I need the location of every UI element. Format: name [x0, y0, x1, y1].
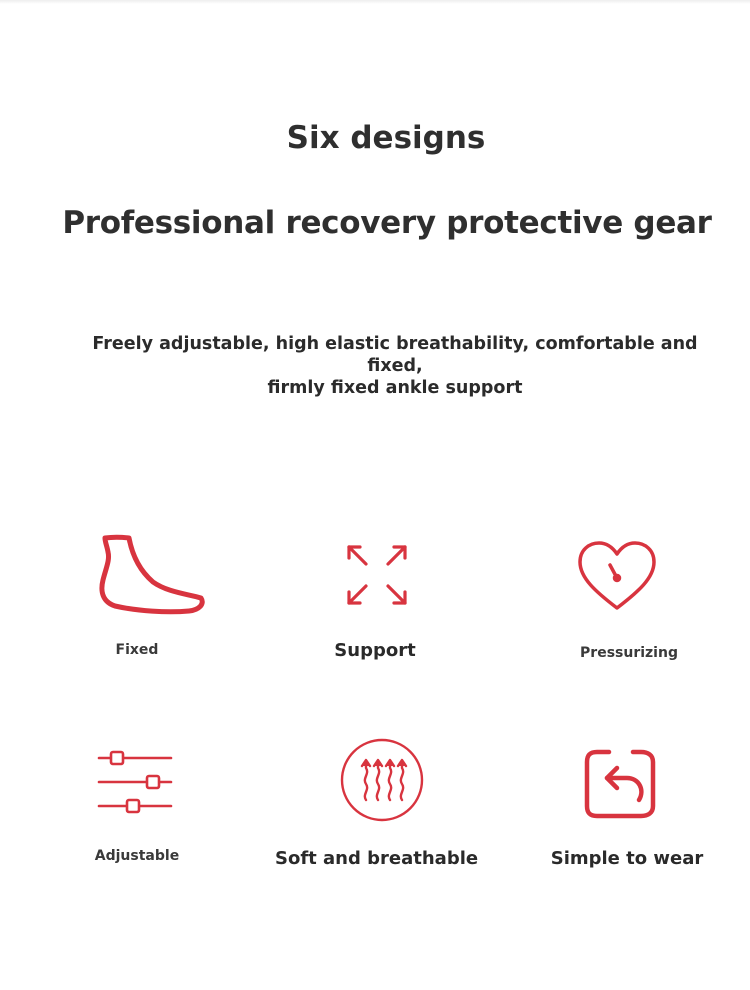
feature-label: Soft and breathable [275, 848, 479, 869]
sliders-icon [97, 746, 173, 814]
heart-gauge-icon [576, 540, 658, 612]
feature-label: Adjustable [94, 848, 180, 864]
feature-soft-breathable [275, 740, 479, 870]
feature-simple-to-wear [527, 740, 727, 870]
feature-pressurizing [529, 528, 729, 668]
feature-fixed [37, 528, 237, 668]
expand-arrows-icon [344, 542, 410, 608]
page-subtitle: Professional recovery protective gear [62, 205, 712, 241]
feature-label: Pressurizing [580, 645, 678, 661]
description-line-1: Freely adjustable, high elastic breathability, comfortable and fixed, [92, 334, 698, 376]
feature-support [275, 528, 475, 668]
product-description [80, 333, 710, 399]
feature-label: Fixed [115, 642, 159, 658]
feature-label: Support [334, 640, 416, 661]
feature-label: Simple to wear [550, 848, 704, 869]
feature-adjustable [37, 740, 237, 870]
top-divider [0, 0, 750, 4]
heat-waves-icon [340, 738, 424, 822]
description-line-2: firmly fixed ankle support [267, 378, 523, 398]
page-title: Six designs [286, 120, 486, 156]
foot-icon [97, 532, 209, 616]
return-arrow-icon [583, 748, 657, 820]
